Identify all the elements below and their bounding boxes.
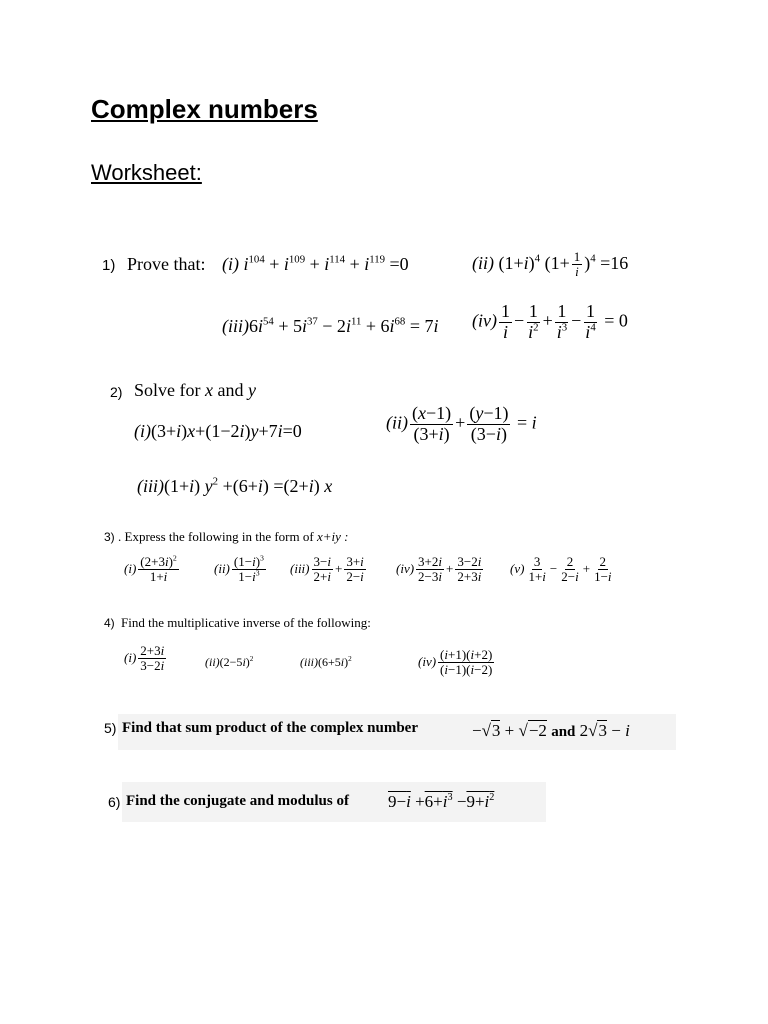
q1-part-i-label: (i) bbox=[222, 254, 239, 274]
question-1-number: 1) bbox=[102, 257, 116, 274]
q4-part-ii: $(ii)(2-5i)^2$ bbox=[205, 654, 254, 669]
q2-part-i: (i)(3+i)x+(1−2i)y+7i=0 bbox=[134, 421, 302, 441]
q2-part-iii-label: (iii) bbox=[137, 476, 164, 496]
q3-part-v-label: (v) bbox=[510, 560, 525, 576]
question-3-number: 3) bbox=[104, 530, 115, 544]
worksheet-title: Complex numbers bbox=[91, 94, 318, 124]
q2-part-ii-label: (ii) bbox=[386, 412, 408, 433]
q1-part-i: (i) $i^{104} + i^{109} + i^{114} + i^{119} =0$ bbox=[222, 253, 409, 274]
q3-part-iv: (iv) $\frac{3+2i}{2-3i}$ + $\frac{3-2i}{2+3i}$ bbox=[396, 554, 482, 585]
q6-expression: $9-i +6+i^3 -9+i^2$ bbox=[388, 791, 495, 811]
question-2-text: Solve for x and y bbox=[134, 380, 256, 400]
question-5-text: Find that sum product of the complex number bbox=[122, 720, 418, 736]
q3-part-iv-label: (iv) bbox=[396, 560, 415, 576]
question-6-text: Find the conjugate and modulus of bbox=[126, 793, 349, 809]
worksheet-subtitle: Worksheet: bbox=[91, 160, 202, 185]
q4-part-i-label: (i) bbox=[124, 649, 137, 665]
q5-expression: −√3 + √−2 and 2√3 − i bbox=[472, 721, 630, 740]
q4-part-iv-label: (iv) bbox=[418, 653, 437, 669]
q3-part-ii-label: (ii) bbox=[214, 560, 230, 576]
q1-part-ii: (ii) $(1+i)^4$ (1+ $\frac{1}{i}$ )$^4$ =16 bbox=[472, 249, 629, 280]
q4-part-iii: $(iii)(6+5i)^2$ bbox=[300, 654, 352, 669]
question-5-number: 5) bbox=[104, 720, 117, 736]
q4-part-iii-label: (iii) bbox=[300, 655, 318, 669]
q3-part-i-label: (i) bbox=[124, 560, 137, 576]
q3-part-ii: (ii) $\frac{(1-i)^3}{1-i^3}$ bbox=[214, 553, 264, 585]
question-1-text: Prove that: bbox=[127, 254, 206, 274]
q2-part-i-label: (i) bbox=[134, 421, 151, 441]
q2-part-iii: (iii)(1+i) $y^2 +(6+i) =(2+i)$ x bbox=[137, 475, 333, 496]
question-4-number: 4) bbox=[104, 616, 115, 630]
q4-part-ii-label: (ii) bbox=[205, 655, 220, 669]
question-6-number: 6) bbox=[108, 794, 121, 810]
q1-part-iii: $(iii)6i^{54} + 5i^{37} - 2i^{11} + 6i^{68} = 7i$ bbox=[222, 315, 439, 336]
q1-part-iv-label: (iv) bbox=[472, 310, 497, 331]
question-2-number: 2) bbox=[110, 384, 123, 400]
q1-part-iii-label: (iii) bbox=[222, 316, 249, 336]
question-4-text: Find the multiplicative inverse of the following: bbox=[121, 615, 371, 630]
q3-part-iii-label: (iii) bbox=[290, 560, 310, 576]
q2-part-ii: (ii) $\frac{(x-1)}{(3+i)}$ + $\frac{(y-1)}{(3-i)}$ = i bbox=[386, 403, 537, 444]
q3-part-i: (i) $\frac{(2+3i)^2}{1+i}$ bbox=[124, 553, 177, 585]
question-3-text: . Express the following in the form of x+iy : bbox=[118, 529, 349, 544]
q1-part-iv: (iv) $\frac{1}{i}$ − $\frac{1}{i^2}$ + $\frac{1}{i^3}$ − $\frac{1}{i^4}$ = 0 bbox=[472, 301, 628, 342]
q4-part-i: (i) $\frac{2+3i}{3-2i}$ bbox=[124, 643, 165, 674]
q1-part-ii-label: (ii) bbox=[472, 252, 494, 273]
q3-part-iii: (iii) $\frac{3-i}{2+i}$ + $\frac{3+i}{2-i}$ bbox=[290, 554, 364, 585]
q3-part-v: (v) $\frac{3}{1+i}$ − $\frac{2}{2-i}$ + $\frac{2}{1-i}$ bbox=[510, 554, 612, 585]
q4-part-iv: (iv) $\frac{(i+1)(i+2)}{(i-1)(i-2)}$ bbox=[418, 647, 493, 678]
